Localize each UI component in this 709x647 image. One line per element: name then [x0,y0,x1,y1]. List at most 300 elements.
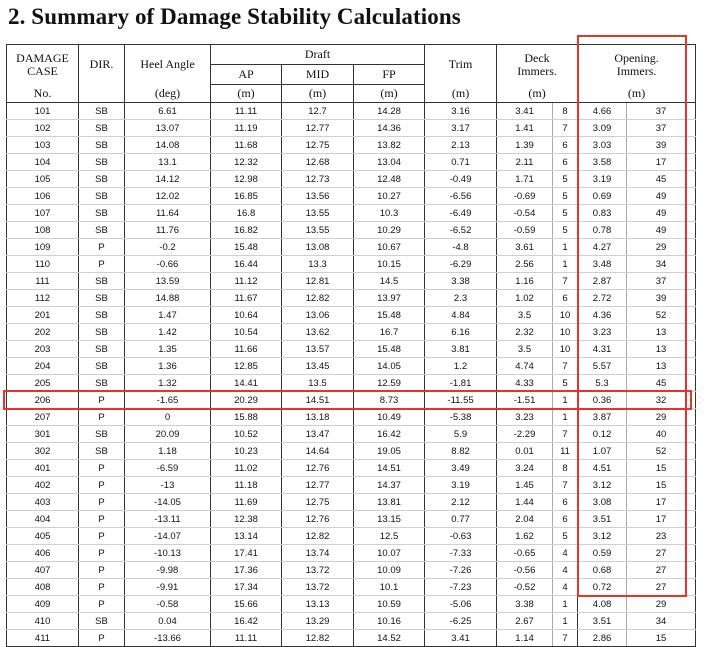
cell-draft-mid: 12.68 [282,154,354,171]
cell-opening-immers-count: 37 [627,120,696,137]
cell-draft-fp: 14.28 [354,103,425,120]
cell-opening-immers-count: 49 [627,222,696,239]
cell-deck-immers-count: 1 [553,239,578,256]
cell-dir: SB [79,290,125,307]
table-row [7,256,696,273]
cell-draft-fp: 14.05 [354,358,425,375]
cell-draft-mid: 13.55 [282,205,354,222]
cell-deck-immers-count: 1 [553,596,578,613]
table-row [7,290,696,307]
cell-trim: 3.41 [425,630,497,647]
cell-deck-immers-value: 3.61 [497,239,553,256]
header-trim-unit: (m) [425,85,497,103]
cell-opening-immers-count: 17 [627,494,696,511]
cell-deck-immers-count: 5 [553,171,578,188]
cell-opening-immers-value: 0.72 [578,579,627,596]
cell-draft-mid: 12.77 [282,477,354,494]
cell-trim: 0.71 [425,154,497,171]
cell-heel-angle: -1.65 [125,392,211,409]
cell-draft-fp: 19.05 [354,443,425,460]
cell-trim: 3.19 [425,477,497,494]
cell-case-no: 112 [7,290,79,307]
cell-deck-immers-count: 4 [553,545,578,562]
cell-deck-immers-value: 1.71 [497,171,553,188]
cell-draft-fp: 16.42 [354,426,425,443]
cell-opening-immers-count: 29 [627,596,696,613]
cell-heel-angle: 1.35 [125,341,211,358]
header-damage-line2: CASE [27,63,58,78]
cell-dir: SB [79,341,125,358]
table-row [7,307,696,324]
cell-opening-immers-count: 49 [627,205,696,222]
cell-deck-immers-count: 1 [553,613,578,630]
cell-opening-immers-value: 3.87 [578,409,627,426]
cell-trim: -6.52 [425,222,497,239]
cell-opening-immers-count: 52 [627,443,696,460]
cell-deck-immers-value: 1.62 [497,528,553,545]
cell-trim: 0.77 [425,511,497,528]
cell-deck-immers-value: 2.32 [497,324,553,341]
cell-opening-immers-value: 3.48 [578,256,627,273]
cell-opening-immers-count: 27 [627,579,696,596]
cell-case-no: 204 [7,358,79,375]
cell-deck-immers-count: 7 [553,358,578,375]
cell-draft-mid: 12.73 [282,171,354,188]
cell-draft-mid: 12.77 [282,120,354,137]
cell-draft-fp: 12.5 [354,528,425,545]
cell-draft-fp: 14.36 [354,120,425,137]
cell-heel-angle: 11.76 [125,222,211,239]
cell-draft-ap: 15.48 [211,239,282,256]
cell-draft-ap: 11.19 [211,120,282,137]
table-row [7,630,696,647]
cell-draft-mid: 13.55 [282,222,354,239]
cell-deck-immers-count: 5 [553,375,578,392]
cell-deck-immers-count: 6 [553,494,578,511]
cell-draft-fp: 13.15 [354,511,425,528]
header-deck-unit: (m) [497,85,578,103]
cell-trim: -11.55 [425,392,497,409]
header-opening-unit: (m) [578,85,696,103]
header-mid-unit: (m) [282,85,354,103]
cell-deck-immers-count: 10 [553,341,578,358]
cell-opening-immers-value: 3.08 [578,494,627,511]
cell-trim: 6.16 [425,324,497,341]
cell-deck-immers-count: 7 [553,630,578,647]
cell-opening-immers-value: 2.87 [578,273,627,290]
cell-heel-angle: -0.66 [125,256,211,273]
cell-dir: SB [79,443,125,460]
cell-draft-fp: 10.29 [354,222,425,239]
cell-opening-immers-value: 3.58 [578,154,627,171]
cell-dir: P [79,460,125,477]
cell-draft-ap: 16.8 [211,205,282,222]
cell-trim: -0.49 [425,171,497,188]
cell-trim: -7.23 [425,579,497,596]
cell-case-no: 205 [7,375,79,392]
cell-draft-ap: 15.88 [211,409,282,426]
cell-heel-angle: -0.2 [125,239,211,256]
cell-deck-immers-value: 1.16 [497,273,553,290]
header-draft: Draft [211,45,425,65]
cell-draft-fp: 12.59 [354,375,425,392]
cell-draft-ap: 12.98 [211,171,282,188]
cell-dir: SB [79,273,125,290]
cell-dir: SB [79,188,125,205]
cell-opening-immers-value: 0.36 [578,392,627,409]
cell-deck-immers-value: -1.51 [497,392,553,409]
cell-dir: SB [79,137,125,154]
cell-trim: -4.8 [425,239,497,256]
cell-draft-fp: 13.81 [354,494,425,511]
cell-deck-immers-count: 7 [553,477,578,494]
cell-heel-angle: 0 [125,409,211,426]
cell-trim: 2.12 [425,494,497,511]
cell-deck-immers-count: 5 [553,528,578,545]
cell-deck-immers-count: 6 [553,154,578,171]
cell-trim: 8.82 [425,443,497,460]
cell-deck-immers-count: 6 [553,511,578,528]
header-damage-case [7,45,79,85]
cell-draft-fp: 10.09 [354,562,425,579]
cell-case-no: 410 [7,613,79,630]
cell-opening-immers-count: 32 [627,392,696,409]
cell-case-no: 408 [7,579,79,596]
cell-case-no: 202 [7,324,79,341]
cell-heel-angle: 13.59 [125,273,211,290]
cell-case-no: 405 [7,528,79,545]
cell-trim: 3.49 [425,460,497,477]
cell-opening-immers-value: 4.51 [578,460,627,477]
cell-draft-ap: 17.34 [211,579,282,596]
cell-dir: P [79,392,125,409]
header-ap: AP [211,65,282,85]
cell-deck-immers-value: 2.11 [497,154,553,171]
header-ap-unit: (m) [211,85,282,103]
cell-draft-ap: 11.68 [211,137,282,154]
table-row [7,103,696,120]
cell-opening-immers-count: 27 [627,562,696,579]
cell-draft-ap: 12.85 [211,358,282,375]
cell-opening-immers-count: 39 [627,137,696,154]
cell-case-no: 104 [7,154,79,171]
cell-heel-angle: -13.66 [125,630,211,647]
cell-case-no: 406 [7,545,79,562]
cell-draft-mid: 12.76 [282,511,354,528]
table-row [7,477,696,494]
cell-draft-ap: 16.44 [211,256,282,273]
cell-opening-immers-count: 13 [627,324,696,341]
table-row [7,545,696,562]
cell-draft-mid: 14.51 [282,392,354,409]
cell-case-no: 302 [7,443,79,460]
header-opening-line1: Opening. [614,50,659,65]
cell-deck-immers-count: 8 [553,460,578,477]
cell-deck-immers-value: -0.59 [497,222,553,239]
cell-trim: 2.13 [425,137,497,154]
cell-heel-angle: 6.61 [125,103,211,120]
cell-trim: 4.84 [425,307,497,324]
damage-stability-table [6,44,696,647]
table-row [7,562,696,579]
cell-case-no: 201 [7,307,79,324]
header-opening-line2: Immers. [616,63,657,78]
cell-opening-immers-value: 2.86 [578,630,627,647]
cell-draft-ap: 12.38 [211,511,282,528]
cell-draft-mid: 12.76 [282,460,354,477]
cell-draft-mid: 12.75 [282,137,354,154]
cell-draft-mid: 13.13 [282,596,354,613]
cell-dir: P [79,630,125,647]
cell-deck-immers-count: 7 [553,426,578,443]
cell-draft-ap: 12.32 [211,154,282,171]
cell-heel-angle: 14.08 [125,137,211,154]
cell-opening-immers-count: 34 [627,256,696,273]
table-row [7,613,696,630]
header-opening-immers [578,45,696,85]
cell-case-no: 401 [7,460,79,477]
cell-deck-immers-count: 8 [553,103,578,120]
cell-dir: P [79,596,125,613]
cell-heel-angle: 1.32 [125,375,211,392]
cell-draft-mid: 12.81 [282,273,354,290]
cell-heel-angle: -9.98 [125,562,211,579]
cell-draft-ap: 10.23 [211,443,282,460]
cell-dir: SB [79,613,125,630]
cell-opening-immers-value: 3.09 [578,120,627,137]
cell-deck-immers-value: 2.56 [497,256,553,273]
cell-opening-immers-count: 15 [627,477,696,494]
cell-draft-ap: 16.42 [211,613,282,630]
cell-deck-immers-value: 1.41 [497,120,553,137]
cell-dir: P [79,409,125,426]
table-row [7,426,696,443]
cell-draft-mid: 13.72 [282,579,354,596]
cell-draft-ap: 10.54 [211,324,282,341]
header-deck-line1: Deck [524,50,550,65]
cell-trim: 3.16 [425,103,497,120]
cell-draft-fp: 10.59 [354,596,425,613]
cell-opening-immers-count: 40 [627,426,696,443]
cell-trim: 5.9 [425,426,497,443]
cell-deck-immers-value: 4.74 [497,358,553,375]
cell-opening-immers-value: 0.59 [578,545,627,562]
cell-deck-immers-count: 7 [553,273,578,290]
cell-trim: -6.56 [425,188,497,205]
cell-trim: -6.49 [425,205,497,222]
cell-draft-mid: 13.47 [282,426,354,443]
table-row [7,443,696,460]
cell-case-no: 409 [7,596,79,613]
cell-draft-mid: 13.3 [282,256,354,273]
cell-trim: -7.33 [425,545,497,562]
cell-case-no: 403 [7,494,79,511]
cell-case-no: 102 [7,120,79,137]
cell-deck-immers-count: 5 [553,222,578,239]
table-row [7,375,696,392]
cell-opening-immers-value: 2.72 [578,290,627,307]
cell-draft-mid: 13.72 [282,562,354,579]
cell-opening-immers-value: 0.69 [578,188,627,205]
cell-opening-immers-count: 37 [627,103,696,120]
cell-trim: 3.17 [425,120,497,137]
cell-draft-fp: 10.27 [354,188,425,205]
table-row [7,494,696,511]
cell-opening-immers-value: 0.68 [578,562,627,579]
cell-deck-immers-value: 1.39 [497,137,553,154]
cell-draft-mid: 13.5 [282,375,354,392]
cell-opening-immers-count: 13 [627,341,696,358]
cell-dir: SB [79,324,125,341]
cell-draft-mid: 13.45 [282,358,354,375]
cell-case-no: 402 [7,477,79,494]
cell-opening-immers-value: 4.27 [578,239,627,256]
cell-deck-immers-count: 6 [553,137,578,154]
cell-heel-angle: 1.18 [125,443,211,460]
cell-draft-ap: 11.12 [211,273,282,290]
cell-dir: P [79,239,125,256]
header-heel-unit: (deg) [125,85,211,103]
cell-dir: SB [79,426,125,443]
cell-draft-fp: 10.3 [354,205,425,222]
cell-dir: SB [79,307,125,324]
cell-case-no: 108 [7,222,79,239]
header-damage-line1: DAMAGE [16,50,69,65]
header-mid: MID [282,65,354,85]
cell-opening-immers-count: 17 [627,154,696,171]
cell-dir: P [79,511,125,528]
cell-deck-immers-count: 5 [553,188,578,205]
cell-draft-fp: 10.1 [354,579,425,596]
cell-case-no: 103 [7,137,79,154]
cell-deck-immers-value: 1.44 [497,494,553,511]
cell-draft-mid: 13.62 [282,324,354,341]
table-row [7,341,696,358]
cell-heel-angle: -13.11 [125,511,211,528]
cell-draft-mid: 12.82 [282,290,354,307]
cell-opening-immers-count: 27 [627,545,696,562]
cell-deck-immers-value: -0.56 [497,562,553,579]
cell-draft-ap: 11.67 [211,290,282,307]
cell-deck-immers-value: 1.14 [497,630,553,647]
cell-case-no: 411 [7,630,79,647]
cell-case-no: 404 [7,511,79,528]
cell-draft-ap: 10.64 [211,307,282,324]
cell-deck-immers-value: -2.29 [497,426,553,443]
cell-case-no: 301 [7,426,79,443]
cell-draft-mid: 13.18 [282,409,354,426]
cell-deck-immers-count: 5 [553,205,578,222]
cell-opening-immers-count: 15 [627,460,696,477]
cell-draft-fp: 10.16 [354,613,425,630]
table-row [7,171,696,188]
cell-deck-immers-value: 4.33 [497,375,553,392]
cell-deck-immers-value: 3.41 [497,103,553,120]
cell-draft-fp: 10.49 [354,409,425,426]
cell-deck-immers-value: 3.24 [497,460,553,477]
cell-case-no: 207 [7,409,79,426]
cell-draft-ap: 14.41 [211,375,282,392]
cell-draft-fp: 16.7 [354,324,425,341]
cell-draft-mid: 13.74 [282,545,354,562]
cell-draft-fp: 13.82 [354,137,425,154]
cell-opening-immers-value: 4.08 [578,596,627,613]
cell-deck-immers-value: -0.65 [497,545,553,562]
cell-case-no: 107 [7,205,79,222]
cell-heel-angle: 13.1 [125,154,211,171]
cell-draft-fp: 10.15 [354,256,425,273]
cell-heel-angle: -10.13 [125,545,211,562]
cell-opening-immers-value: 3.51 [578,511,627,528]
cell-heel-angle: -13 [125,477,211,494]
cell-draft-fp: 15.48 [354,307,425,324]
cell-case-no: 111 [7,273,79,290]
cell-draft-fp: 14.37 [354,477,425,494]
cell-dir: P [79,494,125,511]
cell-opening-immers-value: 0.12 [578,426,627,443]
cell-opening-immers-count: 39 [627,290,696,307]
cell-deck-immers-value: 2.04 [497,511,553,528]
cell-case-no: 407 [7,562,79,579]
cell-opening-immers-count: 45 [627,171,696,188]
cell-opening-immers-count: 13 [627,358,696,375]
cell-dir: P [79,579,125,596]
cell-heel-angle: 11.64 [125,205,211,222]
cell-heel-angle: -9.91 [125,579,211,596]
table-row [7,273,696,290]
table-row [7,511,696,528]
cell-trim: 2.3 [425,290,497,307]
cell-draft-ap: 20.29 [211,392,282,409]
cell-trim: -6.29 [425,256,497,273]
header-heel-angle: Heel Angle [125,45,211,85]
cell-opening-immers-count: 52 [627,307,696,324]
cell-deck-immers-value: -0.54 [497,205,553,222]
cell-heel-angle: -6.59 [125,460,211,477]
cell-draft-mid: 13.57 [282,341,354,358]
cell-opening-immers-count: 45 [627,375,696,392]
cell-deck-immers-value: 3.5 [497,341,553,358]
header-dir: DIR. [79,45,125,85]
cell-opening-immers-value: 1.07 [578,443,627,460]
cell-draft-fp: 14.51 [354,460,425,477]
cell-dir: P [79,256,125,273]
cell-trim: -0.63 [425,528,497,545]
cell-opening-immers-value: 3.03 [578,137,627,154]
cell-opening-immers-count: 29 [627,239,696,256]
cell-heel-angle: 0.04 [125,613,211,630]
cell-trim: -1.81 [425,375,497,392]
cell-draft-ap: 11.11 [211,103,282,120]
cell-deck-immers-value: 2.67 [497,613,553,630]
cell-opening-immers-value: 4.36 [578,307,627,324]
page-title: 2. Summary of Damage Stability Calculations [8,4,461,29]
cell-heel-angle: 14.88 [125,290,211,307]
cell-deck-immers-count: 10 [553,324,578,341]
table-row [7,222,696,239]
cell-opening-immers-count: 17 [627,511,696,528]
cell-opening-immers-value: 4.66 [578,103,627,120]
cell-deck-immers-count: 10 [553,307,578,324]
table-row [7,205,696,222]
header-deck-immers [497,45,578,85]
table-row [7,528,696,545]
cell-trim: -7.26 [425,562,497,579]
cell-dir: P [79,528,125,545]
cell-case-no: 106 [7,188,79,205]
cell-deck-immers-count: 1 [553,392,578,409]
cell-heel-angle: 20.09 [125,426,211,443]
